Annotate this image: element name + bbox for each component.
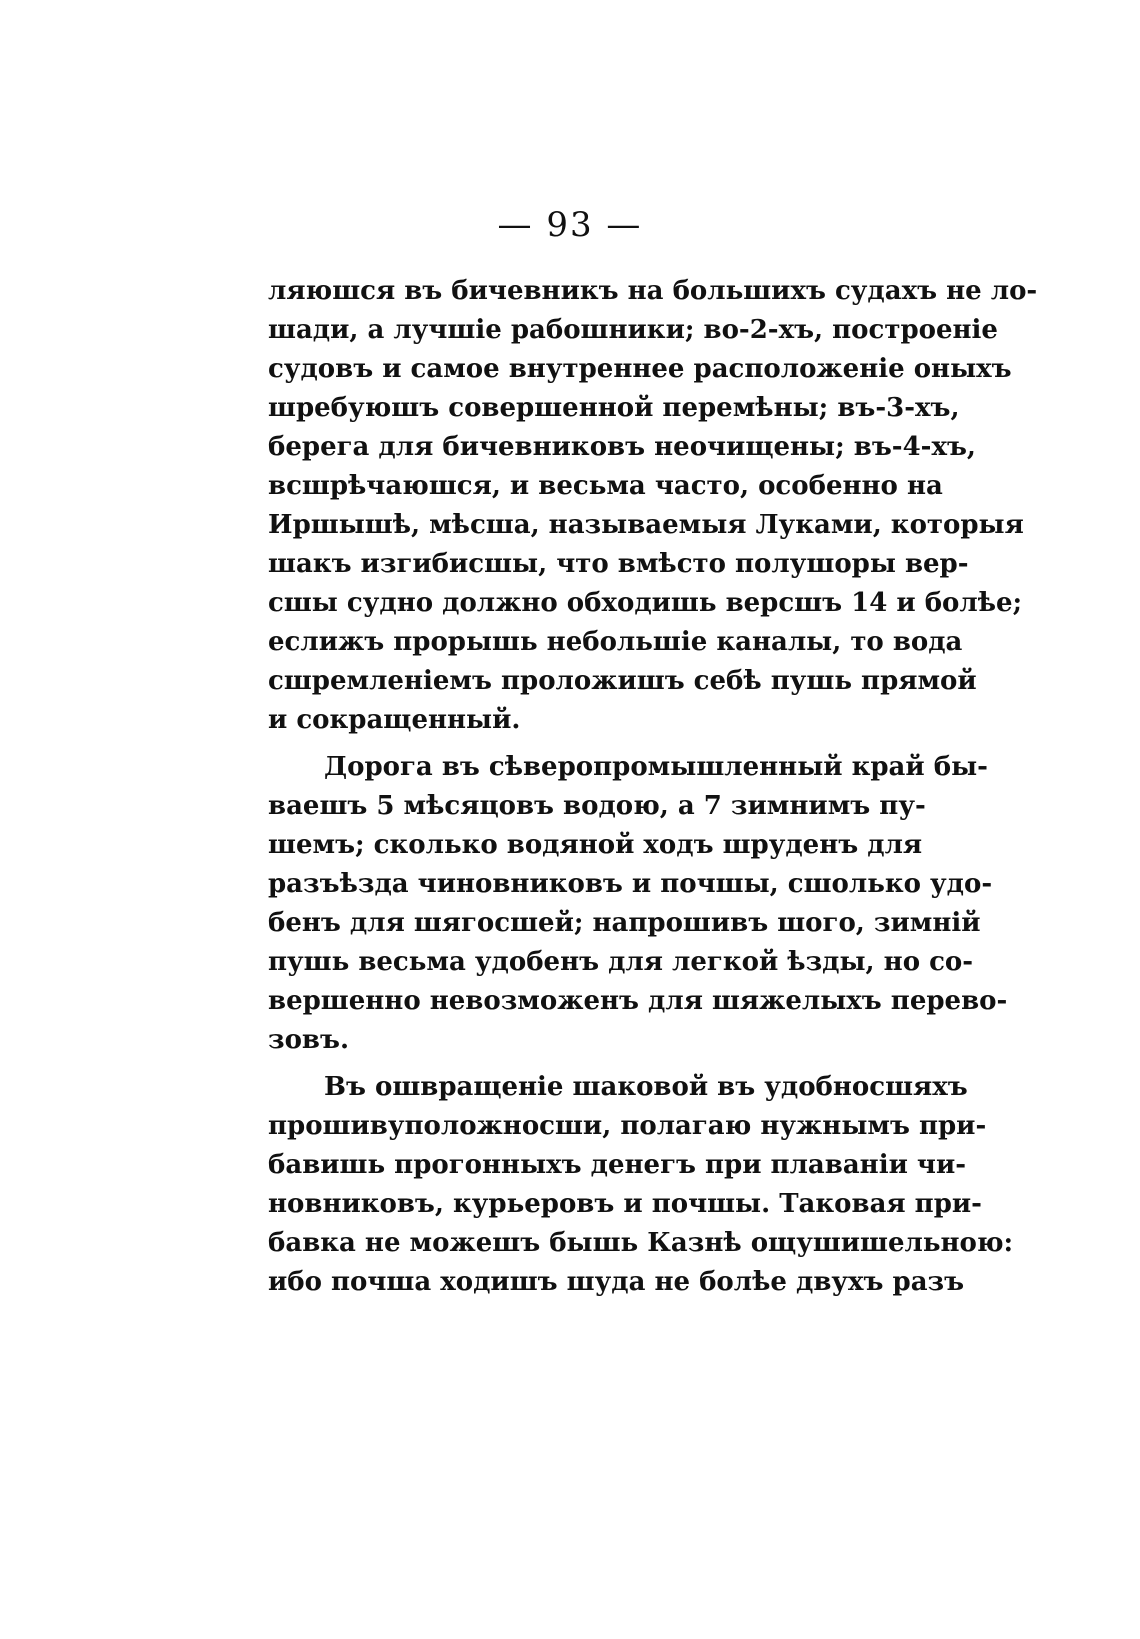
text-line: сшремленіемъ проложишъ себѣ пушь прямой — [268, 666, 977, 696]
text-line: шади, а лучшіе рабошники; во-2-хъ, построеніе — [268, 315, 998, 345]
text-line: шребуюшъ совершенной перемѣны; въ-3-хъ, — [268, 393, 960, 423]
text-line: бенъ для шягосшей; напрошивъ шого, зимній — [268, 908, 981, 938]
text-line: и сокращенный. — [268, 705, 521, 735]
text-line: ибо почша ходишъ шуда не болѣе двухъ разъ — [268, 1267, 965, 1297]
text-line: Иршышѣ, мѣсша, называемыя Луками, которыя — [268, 510, 1024, 540]
body-text — [268, 272, 1038, 1302]
page-number: — 93 — — [497, 205, 643, 245]
text-line: прошивуположносши, полагаю нужнымъ при- — [268, 1111, 987, 1141]
text-line: шакъ изгибисшы, что вмѣсто полушоры вер- — [268, 549, 969, 579]
text-line: бавишь прогонныхъ денегъ при плаваніи чи- — [268, 1150, 967, 1180]
text-line: сшы судно должно обходишь версшъ 14 и болѣе; — [268, 588, 1023, 618]
text-line: зовъ. — [268, 1025, 349, 1055]
text-line: всшрѣчаюшся, и весьма часто, особенно на — [268, 471, 943, 501]
text-line: шемъ; сколько водяной ходъ шруденъ для — [268, 830, 923, 860]
paragraph-3 — [268, 1068, 1014, 1302]
text-line: Дорога въ сѣверопромышленный край бы- — [324, 752, 988, 782]
text-line: Въ ошвращеніе шаковой въ удобносшяхъ — [324, 1072, 968, 1102]
text-line: разъѣзда чиновниковъ и почшы, сшолько удо- — [268, 869, 993, 899]
text-line: судовъ и самое внутреннее расположеніе оныхъ — [268, 354, 1012, 384]
paragraph-1 — [268, 272, 1038, 740]
text-line: берега для бичевниковъ неочищены; въ-4-хъ, — [268, 432, 976, 462]
text-line: новниковъ, курьеровъ и почшы. Таковая при- — [268, 1189, 982, 1219]
text-line: еслижъ прорышь небольшіе каналы, то вода — [268, 627, 963, 657]
text-line: ваешъ 5 мѣсяцовъ водою, а 7 зимнимъ пу- — [268, 791, 926, 821]
text-line: пушь весьма удобенъ для легкой ѣзды, но со- — [268, 947, 974, 977]
text-line: бавка не можешъ бышь Казнѣ ощушишельною: — [268, 1228, 1014, 1258]
text-line: ляюшся въ бичевникъ на большихъ судахъ не ло- — [268, 276, 1038, 306]
paragraph-2 — [268, 748, 1008, 1060]
text-line: вершенно невозможенъ для шяжелыхъ перево- — [268, 986, 1008, 1016]
